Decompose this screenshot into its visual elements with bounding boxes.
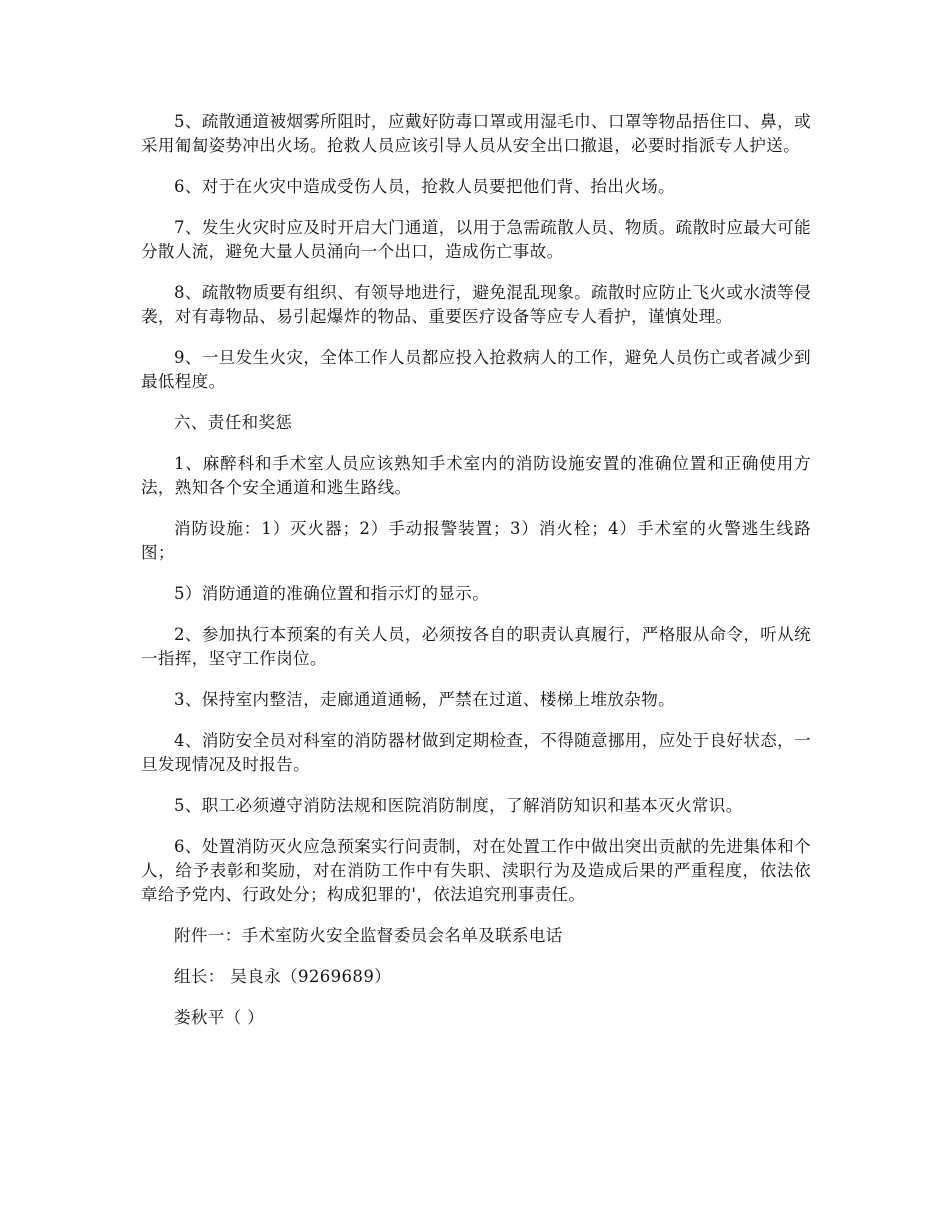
section-heading-responsibility: 六、责任和奖惩 xyxy=(174,413,293,432)
paragraph-duty-compliance: 2、参加执行本预案的有关人员，必须按各自的职责认真履行，严格服从命令，听从统一指挥，坚守工作岗位。 xyxy=(141,625,811,668)
paragraph-facility-list: 消防设施：1）灭火器；2）手动报警装置；3）消火栓；4）手术室的火警逃生线路图； xyxy=(141,519,811,562)
paragraph-material-evacuation: 8、疏散物质要有组织、有领导地进行，避免混乱现象。疏散时应防止飞火或水渍等侵袭，对有毒物品、易引起爆炸的物品、重要医疗设备等应专人看护，谨慎处理。 xyxy=(141,283,811,326)
document-body xyxy=(141,110,811,1047)
paragraph-know-facilities: 1、麻醉科和手术室人员应该熟知手术室内的消防设施安置的准确位置和正确使用方法，熟知各个安全通道和逃生路线。 xyxy=(141,454,811,497)
paragraph-injured-rescue: 6、对于在火灾中造成受伤人员，抢救人员要把他们背、抬出火场。 xyxy=(174,177,675,196)
paragraph-keep-clean: 3、保持室内整洁，走廊通道通畅，严禁在过道、楼梯上堆放杂物。 xyxy=(174,690,675,709)
paragraph-follow-regulations: 5、职工必须遵守消防法规和医院消防制度，了解消防知识和基本灭火常识。 xyxy=(174,796,743,815)
paragraph-equipment-check: 4、消防安全员对科室的消防器材做到定期检查，不得随意挪用，应处于良好状态，一旦发现情况及时报告。 xyxy=(141,731,811,774)
paragraph-group-leader: 组长： 吴良永（9269689） xyxy=(174,967,392,986)
paragraph-accountability: 6、处置消防灭火应急预案实行问责制，对在处置工作中做出突出贡献的先进集体和个人，给予表彰和奖励，对在消防工作中有失职、渎职行为及造成后果的严重程度，依法依章给予党内、行政处分；构成犯罪的'，依法追究刑事责任。 xyxy=(141,837,811,904)
paragraph-attachment-title: 附件一：手术室防火安全监督委员会名单及联系电话 xyxy=(174,926,563,945)
paragraph-exit-indicators: 5）消防通道的准确位置和指示灯的显示。 xyxy=(174,584,490,603)
paragraph-open-gates: 7、发生火灾时应及时开启大门通道，以用于急需疏散人员、物质。疏散时应最大可能分散人流，避免大量人员涌向一个出口，造成伤亡事故。 xyxy=(141,218,811,261)
paragraph-all-staff-rescue: 9、一旦发生火灾，全体工作人员都应投入抢救病人的工作，避免人员伤亡或者减少到最低程度。 xyxy=(141,348,811,391)
paragraph-evacuation-smoke: 5、疏散通道被烟雾所阻时，应戴好防毒口罩或用湿毛巾、口罩等物品捂住口、鼻，或采用匍匐姿势冲出火场。抢救人员应该引导人员从安全出口撤退，必要时指派专人护送。 xyxy=(141,112,811,155)
paragraph-member: 娄秋平（ ） xyxy=(174,1008,265,1027)
